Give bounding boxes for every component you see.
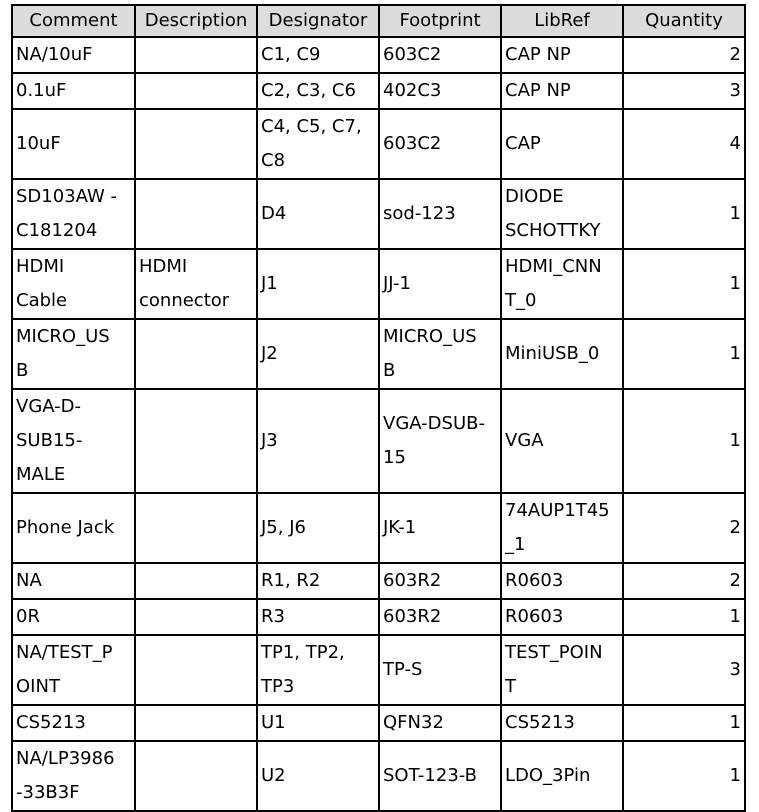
libref-text: 74AUP1T45	[505, 500, 610, 521]
cell-designator	[257, 563, 379, 599]
cell-description	[135, 319, 257, 389]
designator-text: J2	[261, 343, 278, 364]
comment-text: Phone Jack	[16, 517, 115, 538]
cell-comment	[12, 493, 135, 563]
libref-text: _1	[505, 534, 526, 555]
footprint-text: JJ-1	[383, 273, 411, 294]
comment-text: SUB15-	[16, 430, 83, 451]
header-libref: LibRef	[501, 5, 623, 37]
comment-text: 10uF	[16, 133, 61, 154]
table-row	[12, 493, 745, 563]
cell-designator	[257, 109, 379, 179]
comment-text: CS5213	[16, 712, 86, 733]
libref-text: R0603	[505, 606, 564, 627]
header-footprint: Footprint	[379, 5, 501, 37]
cell-libref	[501, 635, 623, 705]
footprint-text: SOT-123-B	[383, 765, 477, 786]
comment-text: MALE	[16, 464, 66, 485]
cell-footprint	[379, 37, 501, 73]
libref-text: TEST_POIN	[505, 642, 603, 663]
cell-designator	[257, 37, 379, 73]
designator-text: R3	[261, 606, 285, 627]
cell-quantity: 1	[623, 249, 745, 319]
header-row	[12, 5, 745, 37]
header-description: Description	[135, 5, 257, 37]
comment-text: VGA-D-	[16, 396, 82, 417]
designator-text: C1, C9	[261, 44, 321, 65]
cell-footprint	[379, 493, 501, 563]
comment-text: NA/10uF	[16, 44, 93, 65]
footprint-text: VGA-DSUB-	[383, 413, 485, 434]
table-row	[12, 319, 745, 389]
cell-libref	[501, 249, 623, 319]
comment-text: B	[16, 360, 29, 381]
cell-libref	[501, 37, 623, 73]
libref-text: VGA	[505, 430, 544, 451]
cell-description	[135, 493, 257, 563]
libref-text: T	[505, 676, 516, 697]
footprint-text: QFN32	[383, 712, 444, 733]
cell-description	[135, 249, 257, 319]
cell-libref	[501, 741, 623, 811]
cell-quantity: 1	[623, 389, 745, 493]
table-row	[12, 563, 745, 599]
designator-text: C2, C3, C6	[261, 80, 356, 101]
comment-text: NA/LP3986	[16, 748, 115, 769]
designator-text: J3	[261, 430, 278, 451]
cell-designator	[257, 635, 379, 705]
cell-comment	[12, 37, 135, 73]
cell-footprint	[379, 635, 501, 705]
table-row	[12, 109, 745, 179]
cell-description	[135, 73, 257, 109]
designator-text: C8	[261, 150, 286, 171]
table-row	[12, 599, 745, 635]
cell-comment	[12, 741, 135, 811]
designator-text: D4	[261, 203, 287, 224]
libref-text: HDMI_CNN	[505, 256, 602, 277]
footprint-text: 603C2	[383, 44, 442, 65]
cell-footprint	[379, 705, 501, 741]
designator-text: TP3	[261, 676, 295, 697]
libref-text: DIODE	[505, 186, 564, 207]
cell-libref	[501, 319, 623, 389]
designator-text: U2	[261, 765, 286, 786]
comment-text: -33B3F	[16, 782, 80, 803]
comment-text: 0.1uF	[16, 80, 67, 101]
cell-footprint	[379, 599, 501, 635]
cell-description	[135, 563, 257, 599]
designator-text: R1, R2	[261, 570, 321, 591]
description-text: connector	[139, 290, 230, 311]
cell-libref	[501, 493, 623, 563]
cell-libref	[501, 109, 623, 179]
table-row	[12, 37, 745, 73]
libref-text: CAP NP	[505, 44, 571, 65]
cell-libref	[501, 389, 623, 493]
footprint-text: JK-1	[383, 517, 417, 538]
libref-text: CS5213	[505, 712, 575, 733]
cell-footprint	[379, 389, 501, 493]
cell-quantity: 1	[623, 179, 745, 249]
comment-text: NA/TEST_P	[16, 642, 113, 663]
cell-comment	[12, 109, 135, 179]
cell-libref	[501, 73, 623, 109]
table-row	[12, 249, 745, 319]
comment-text: Cable	[16, 290, 68, 311]
cell-quantity: 3	[623, 635, 745, 705]
cell-footprint	[379, 73, 501, 109]
cell-designator	[257, 249, 379, 319]
cell-quantity: 1	[623, 319, 745, 389]
cell-description	[135, 599, 257, 635]
libref-text: CAP	[505, 133, 541, 154]
comment-text: OINT	[16, 676, 60, 697]
footprint-text: TP-S	[383, 659, 423, 680]
designator-text: C4, C5, C7,	[261, 116, 362, 137]
libref-text: T_0	[505, 290, 537, 311]
table-row	[12, 179, 745, 249]
cell-comment	[12, 635, 135, 705]
cell-designator	[257, 493, 379, 563]
table-row	[12, 705, 745, 741]
footprint-text: MICRO_US	[383, 326, 477, 347]
libref-text: MiniUSB_0	[505, 343, 600, 364]
cell-libref	[501, 705, 623, 741]
footprint-text: sod-123	[383, 203, 456, 224]
cell-footprint	[379, 249, 501, 319]
cell-designator	[257, 389, 379, 493]
cell-quantity: 2	[623, 563, 745, 599]
cell-description	[135, 389, 257, 493]
cell-description	[135, 37, 257, 73]
header-designator: Designator	[257, 5, 379, 37]
cell-designator	[257, 319, 379, 389]
cell-description	[135, 109, 257, 179]
footprint-text: B	[383, 360, 396, 381]
cell-footprint	[379, 563, 501, 599]
cell-description	[135, 741, 257, 811]
bom-table	[11, 4, 746, 812]
cell-quantity: 4	[623, 109, 745, 179]
table-row	[12, 73, 745, 109]
cell-description	[135, 705, 257, 741]
cell-footprint	[379, 109, 501, 179]
cell-comment	[12, 705, 135, 741]
comment-text: NA	[16, 570, 42, 591]
designator-text: U1	[261, 712, 286, 733]
libref-text: LDO_3Pin	[505, 765, 591, 786]
cell-comment	[12, 73, 135, 109]
cell-quantity: 3	[623, 73, 745, 109]
comment-text: HDMI	[16, 256, 65, 277]
comment-text: SD103AW -	[16, 186, 117, 207]
designator-text: J1	[261, 273, 278, 294]
cell-comment	[12, 563, 135, 599]
cell-footprint	[379, 319, 501, 389]
comment-text: MICRO_US	[16, 326, 110, 347]
cell-comment	[12, 389, 135, 493]
cell-footprint	[379, 741, 501, 811]
footprint-text: 402C3	[383, 80, 442, 101]
table-row	[12, 389, 745, 493]
cell-designator	[257, 179, 379, 249]
libref-text: SCHOTTKY	[505, 220, 601, 241]
designator-text: TP1, TP2,	[261, 642, 345, 663]
cell-designator	[257, 599, 379, 635]
cell-description	[135, 179, 257, 249]
cell-designator	[257, 705, 379, 741]
designator-text: J5, J6	[261, 517, 306, 538]
cell-quantity: 2	[623, 37, 745, 73]
libref-text: CAP NP	[505, 80, 571, 101]
cell-comment	[12, 319, 135, 389]
cell-footprint	[379, 179, 501, 249]
table-row	[12, 741, 745, 811]
bom-body	[12, 37, 745, 811]
cell-libref	[501, 179, 623, 249]
comment-text: C181204	[16, 220, 98, 241]
cell-libref	[501, 563, 623, 599]
cell-description	[135, 635, 257, 705]
libref-text: R0603	[505, 570, 564, 591]
comment-text: 0R	[16, 606, 40, 627]
footprint-text: 603R2	[383, 606, 442, 627]
cell-comment	[12, 179, 135, 249]
cell-quantity: 1	[623, 599, 745, 635]
footprint-text: 603R2	[383, 570, 442, 591]
cell-quantity: 1	[623, 705, 745, 741]
header-comment: Comment	[12, 5, 135, 37]
cell-quantity: 1	[623, 741, 745, 811]
footprint-text: 603C2	[383, 133, 442, 154]
footprint-text: 15	[383, 447, 406, 468]
table-row	[12, 635, 745, 705]
description-text: HDMI	[139, 256, 188, 277]
cell-comment	[12, 249, 135, 319]
cell-designator	[257, 73, 379, 109]
cell-quantity: 2	[623, 493, 745, 563]
cell-libref	[501, 599, 623, 635]
cell-designator	[257, 741, 379, 811]
header-quantity: Quantity	[623, 5, 745, 37]
cell-comment	[12, 599, 135, 635]
